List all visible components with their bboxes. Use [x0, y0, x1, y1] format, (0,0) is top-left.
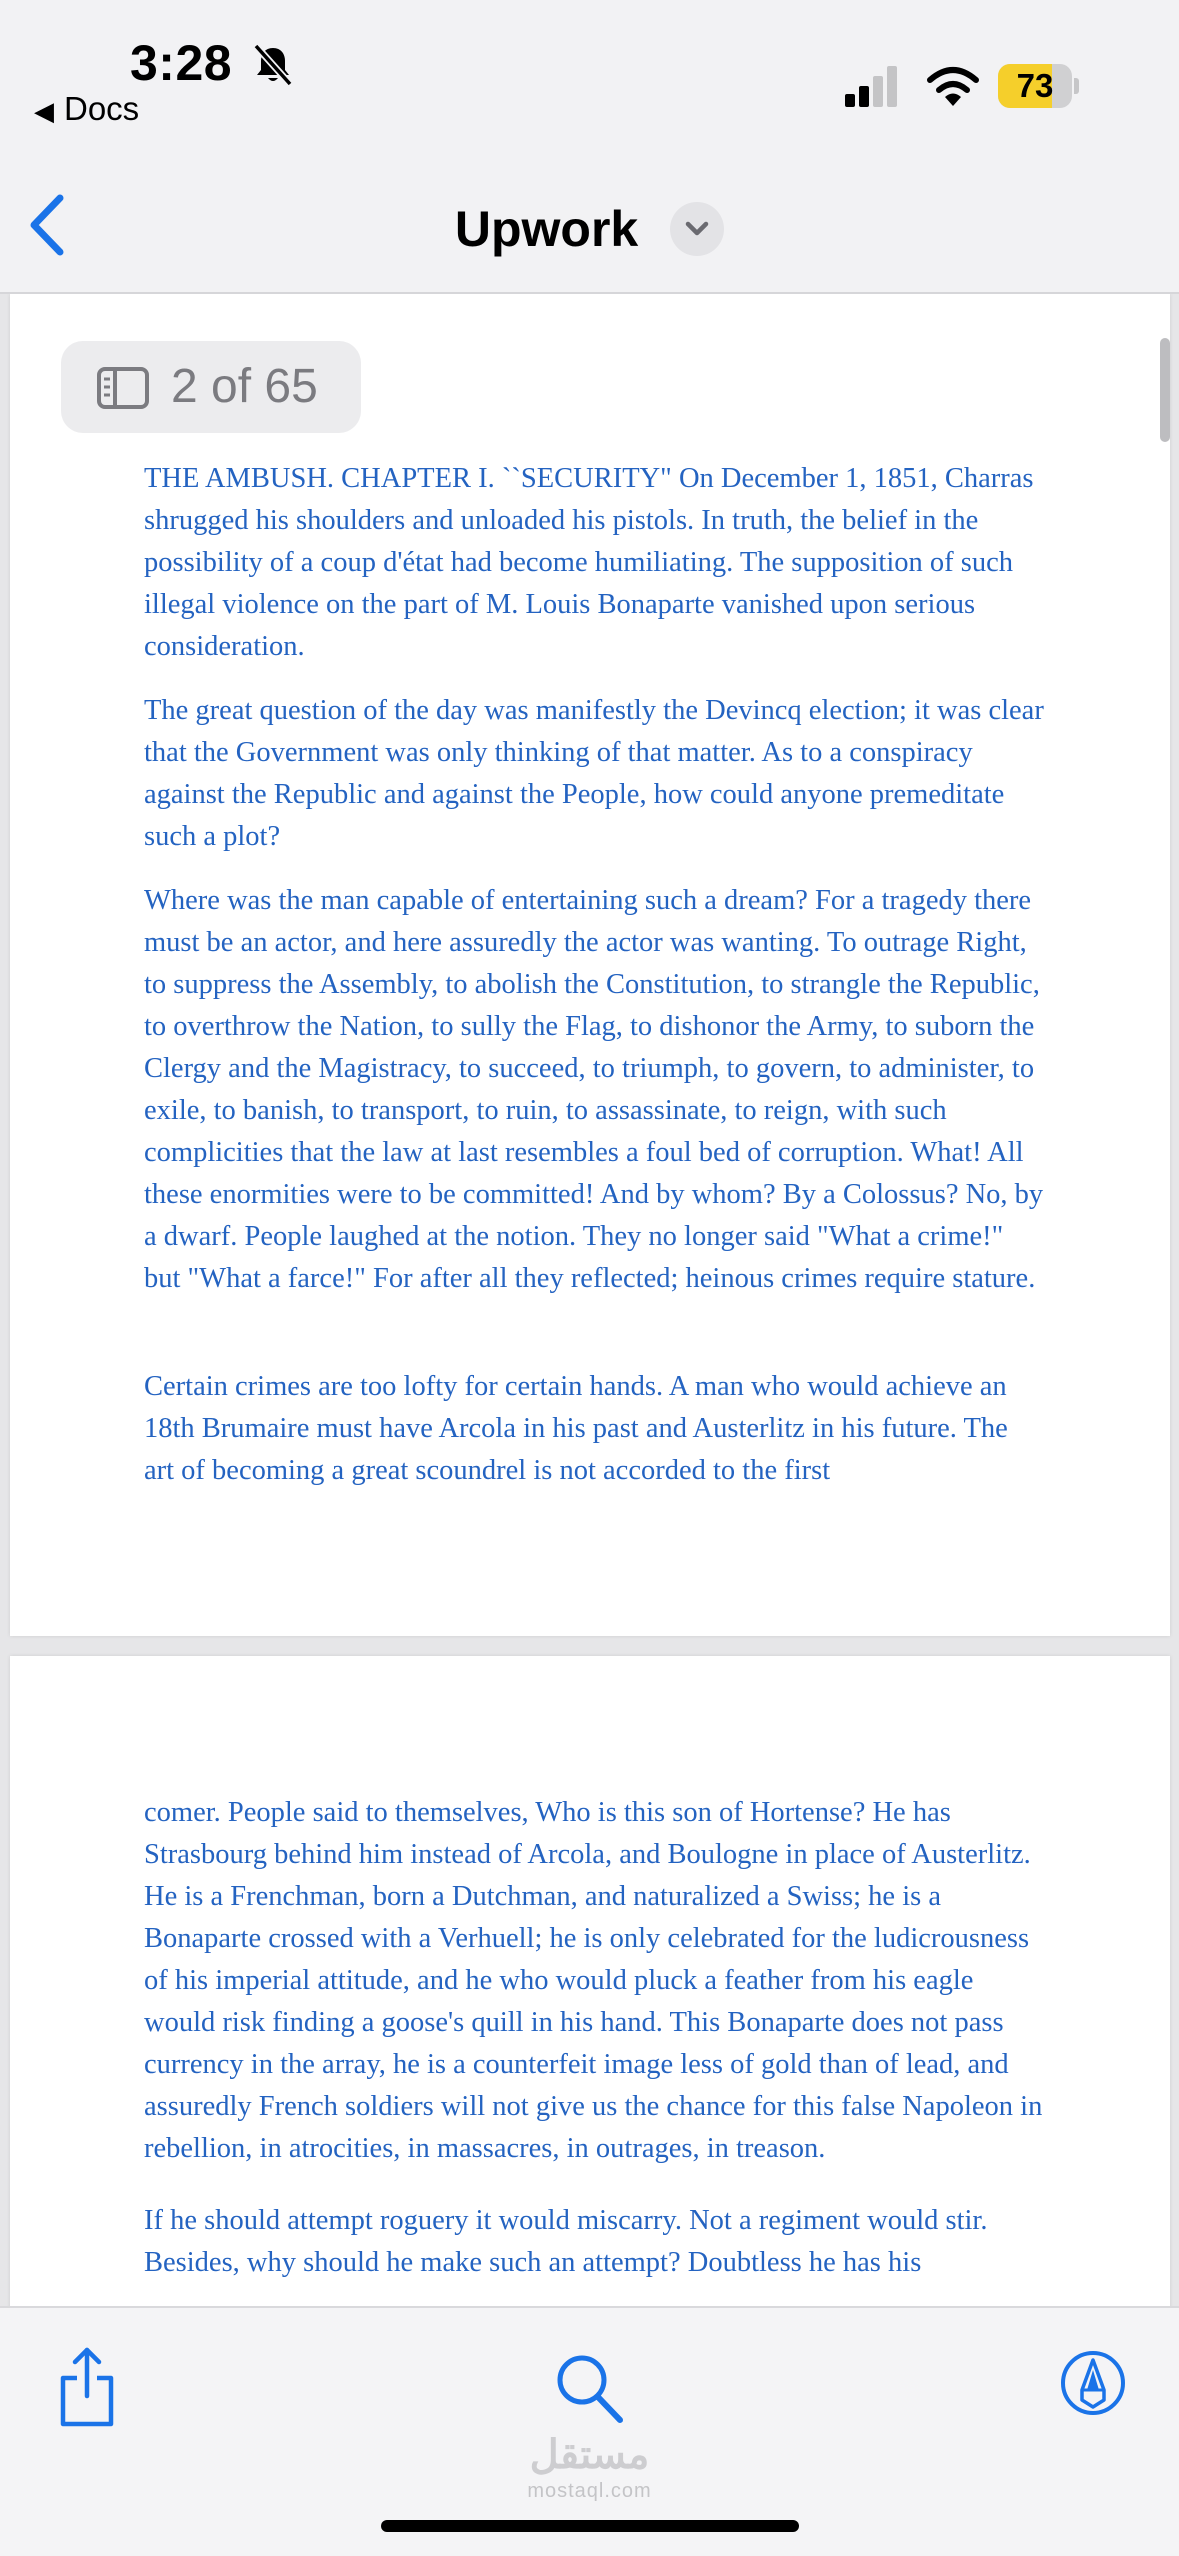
back-to-app-link[interactable]	[34, 90, 139, 128]
paragraph: Where was the man capable of entertaining such a dream? For a tragedy there must be an actor, and here assuredly the actor was wanting. To outrage Right, to suppress the Assembly, to abolish the Constitution, to strangle the Republic, to overthrow the Nation, to sully the Flag, to dishonor the Army, to suborn the Clergy and the Magistracy, to succeed, to triumph, to govern, to administer, to exile, to banish, to transport, to ruin, to assassinate, to reign, with such complicities that the law at last resembles a foul bed of corruption. What! All these enormities were to be committed! And by whom? By a Colossus? No, by a dwarf. People laughed at the notion. They no longer said "What a crime!" but "What a farce!" For after all they reflected; heinous crimes require stature.	[144, 885, 1044, 1294]
markup-pen-icon[interactable]	[1060, 2350, 1126, 2416]
paragraph: The great question of the day was manifestly the Devincq election; it was clear that the Government was only thinking of that matter. As to a conspiracy against the Republic and against the People, how could anyone premeditate such a plot?	[144, 695, 1044, 852]
paragraph: comer. People said to themselves, Who is this son of Hortense? He has Strasbourg behind him instead of Arcola, and Boulogne in place of Austerlitz. He is a Frenchman, born a Dutchman, and naturalized a Swiss; he is a Bonaparte crossed with a Verhuell; he is only celebrated for the ludicrousness of his imperial attitude, and he who would pluck a feather from his eagle would risk finding a goose's quill in his hand. This Bonaparte does not pass currency in the array, he is a counterfeit image less of gold than of lead, and assuredly French soldiers will not give us the chance for this false Napoleon in rebellion, in atrocities, in massacres, in outrages, in treason.	[144, 1797, 1043, 2164]
document-viewer[interactable]	[0, 294, 1179, 2306]
battery-indicator	[998, 64, 1078, 110]
wifi-icon	[925, 62, 981, 108]
share-icon[interactable]	[55, 2344, 119, 2428]
document-title[interactable]	[0, 196, 1179, 258]
back-triangle-icon: ◀	[34, 96, 54, 126]
document-title-label: Upwork	[454, 200, 639, 257]
bottom-toolbar	[0, 2306, 1179, 2556]
home-indicator[interactable]	[381, 2520, 799, 2532]
status-time: 3:28	[130, 35, 233, 91]
search-icon[interactable]	[552, 2350, 626, 2426]
silent-bell-icon	[248, 40, 298, 90]
paragraph: THE AMBUSH. CHAPTER I. ``SECURITY" On December 1, 1851, Charras shrugged his shoulders and unloaded his pistols. In truth, the belief in the possibility of a coup d'état had become humiliating. The supposition of such illegal violence on the part of M. Louis Bonaparte vanished upon serious consideration.	[144, 463, 1034, 662]
paragraph: Certain crimes are too lofty for certain hands. A man who would achieve an 18th Brumaire must have Arcola in his past and Austerlitz in his future. The art of becoming a great scoundrel is not accorded to the first	[144, 1371, 1008, 1486]
battery-percent: 73	[1016, 67, 1054, 104]
watermark-latin: mostaql.com	[527, 2480, 652, 2502]
watermark-arabic: مستقل	[529, 2433, 650, 2477]
cellular-signal-icon	[843, 64, 903, 108]
title-menu-chevron-icon[interactable]	[670, 202, 724, 256]
document-page	[10, 1656, 1170, 2306]
scrollbar[interactable]	[1160, 338, 1170, 442]
sidebar-thumbnails-icon	[97, 367, 149, 409]
document-page	[10, 294, 1170, 1636]
back-app-label: Docs	[64, 90, 140, 127]
page-indicator[interactable]	[61, 341, 361, 433]
page-indicator-label: 2 of 65	[171, 360, 318, 413]
paragraph: If he should attempt roguery it would miscarry. Not a regiment would stir. Besides, why should he make such an attempt? Doubtless he has his	[144, 2205, 988, 2278]
